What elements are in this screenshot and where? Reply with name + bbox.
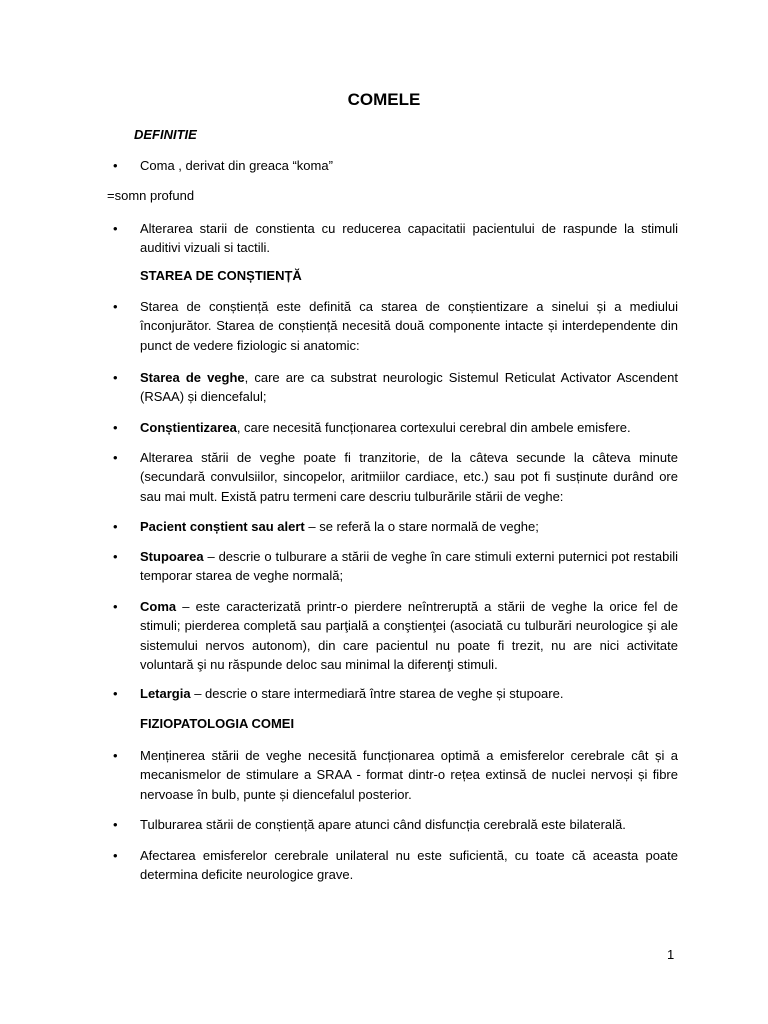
- list-item: [113, 219, 678, 258]
- section-heading: FIZIOPATOLOGIA COMEI: [140, 716, 295, 731]
- list-item: [113, 156, 678, 175]
- bullet-icon: •: [113, 599, 118, 614]
- list-item: [113, 418, 678, 437]
- list-item-text: – este caracterizată printr-o pierdere neîntreruptă a stării de veghe la orice fel de stimuli; pierderea completă sau parţială a conştienţei (asociată cu tulburări neurologice şi ale sistemului nervos autonom), din care pacientul nu poate fi trezit, nu are nici activitate voluntară şi nu răspunde deloc sau minimal la diferenţi stimuli.: [140, 599, 678, 672]
- list-item: [113, 448, 678, 506]
- section-heading: STAREA DE CONȘTIENȚĂ: [140, 268, 302, 283]
- bullet-icon: •: [113, 158, 118, 173]
- list-item-text: , care are ca substrat neurologic Sistemul Reticulat Activator Ascendent (RSAA) și diencefalul;: [140, 370, 678, 405]
- bullet-icon: •: [113, 420, 118, 435]
- list-item-text: Menținerea stării de veghe necesită funcționarea optimă a emisferelor cerebrale cât și a mecanismelor de stimulare a SRAA - format dintr-o rețea extinsă de nuclei nervoși și fibre nervoase în bulb, punte și diencefalul posterior.: [140, 748, 678, 802]
- list-item: [113, 368, 678, 407]
- list-item: [113, 597, 678, 674]
- bullet-icon: •: [113, 549, 118, 564]
- bullet-icon: •: [113, 299, 118, 314]
- list-item-text: – se referă la o stare normală de veghe;: [304, 519, 539, 534]
- definition-text: =somn profund: [107, 188, 195, 203]
- definitie-heading: DEFINITIE: [134, 127, 197, 142]
- list-item-text: Tulburarea stării de conștiență apare atunci când disfuncția cerebrală este bilaterală.: [140, 817, 626, 832]
- list-item: [113, 684, 678, 703]
- list-item-text: Coma , derivat din greaca “koma”: [140, 158, 333, 173]
- list-item-bold-term: Starea de veghe: [140, 370, 245, 385]
- list-item-bold-term: Letargia: [140, 686, 191, 701]
- list-item: [113, 547, 678, 586]
- bullet-icon: •: [113, 450, 118, 465]
- list-item-bold-term: Stupoarea: [140, 549, 204, 564]
- list-item-text: – descrie o tulburare a stării de veghe în care stimuli externi puternici pot restabili temporar starea de veghe normală;: [140, 549, 678, 584]
- list-item-bold-term: Coma: [140, 599, 177, 614]
- list-item: [113, 815, 678, 834]
- list-item-bold-term: Conștientizarea: [140, 420, 237, 435]
- list-item-text: – descrie o stare intermediară între starea de veghe și stupoare.: [190, 686, 564, 701]
- list-item-text: Alterarea starii de constienta cu reducerea capacitatii pacientului de raspunde la stimuli auditivi vizuali si tactili.: [140, 221, 678, 256]
- bullet-icon: •: [113, 370, 118, 385]
- bullet-icon: •: [113, 817, 118, 832]
- list-item-text: Starea de conștiență este definită ca starea de conștientizare a sinelui și a mediului înconjurător. Starea de conștiență necesită două componente intacte și interdependente din punct de vedere fiziologic si anatomic:: [140, 299, 678, 353]
- list-item-text: , care necesită funcționarea cortexului cerebral din ambele emisfere.: [236, 420, 631, 435]
- list-item: [113, 517, 678, 536]
- list-item: [113, 846, 678, 885]
- list-item-text: Alterarea stării de veghe poate fi tranzitorie, de la câteva secunde la câteva minute (secundară convulsiilor, sincopelor, aritmiilor cardiace, etc.) sau pot fi susținute durând ore sau mai mult. Există patru termeni care descriu tulburările stării de veghe:: [140, 450, 678, 504]
- list-item-bold-term: Pacient conștient sau alert: [140, 519, 305, 534]
- page-number: 1: [667, 947, 675, 962]
- list-item-text: Afectarea emisferelor cerebrale unilateral nu este suficientă, cu toate că aceasta poate determina deficite neurologice grave.: [140, 848, 678, 883]
- list-item: [113, 297, 678, 355]
- page-title: COMELE: [347, 90, 421, 109]
- bullet-icon: •: [113, 221, 118, 236]
- list-item: [113, 746, 678, 804]
- bullet-icon: •: [113, 748, 118, 763]
- bullet-icon: •: [113, 519, 118, 534]
- bullet-icon: •: [113, 848, 118, 863]
- bullet-icon: •: [113, 686, 118, 701]
